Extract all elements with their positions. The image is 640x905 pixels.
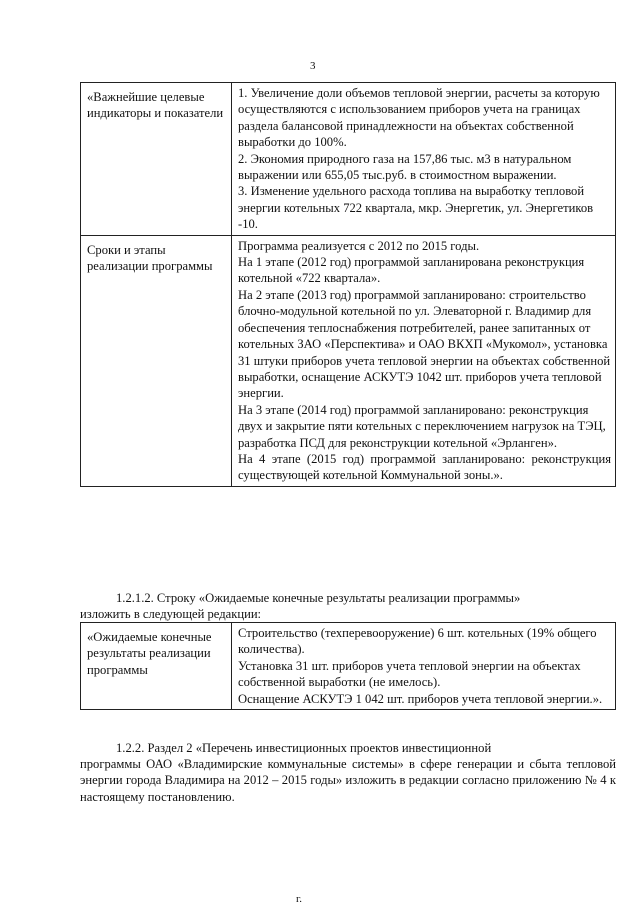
table-row-results [81, 623, 616, 710]
result-item: Оснащение АСКУТЭ 1 042 шт. приборов учета тепловой энергии.». [238, 691, 603, 706]
paragraph-1-2-1-2: 1.2.1.2. Строку «Ожидаемые конечные результаты реализации программы» [116, 591, 521, 605]
row-content-indicators [232, 83, 616, 236]
result-item: Строительство (техперевооружение) 6 шт. котельных (19% общего количества). [238, 626, 597, 657]
footer-mark: г. [296, 893, 303, 905]
program-table [80, 82, 616, 487]
row-content-stages [232, 235, 616, 486]
table-row-stages [81, 235, 616, 486]
stage-item: На 1 этапе (2012 год) программой запланирована реконструкция котельной «722 квартала». [238, 255, 585, 286]
stage-item: На 3 этапе (2014 год) программой запланировано: реконструкция двух и закрытие пяти котельных с переключением нагрузок на ТЭЦ, разработка ПСД для реконструкции котельной «Эрланген». [238, 402, 606, 450]
results-table [80, 622, 616, 710]
stage-item: На 2 этапе (2013 год) программой запланировано: строительство блочно-модульной котельной по ул. Элеваторной г. Владимир для обеспечения теплоснабжения потребителей, ранее запитанных от котельных ЗАО «Перспектива» и ОАО ВКХП «Мукомол», установка 31 штуки приборов учета тепловой энергии на объектах собственной выработки, оснащение АСКУТЭ 1042 шт. приборов учета тепловой энергии. [238, 287, 611, 401]
row-label-stages: Сроки и этапы реализации программы [81, 235, 232, 486]
table-row-indicators [81, 83, 616, 236]
page-number: 3 [310, 60, 316, 72]
row-label-indicators: «Важнейшие целевые индикаторы и показатели [81, 83, 232, 236]
paragraph-1-2-2-cont: программы ОАО «Владимирские коммунальные системы» в сфере генерации и сбыта тепловой энергии города Владимира на 2012 – 2015 годы» изложить в редакции согласно приложению № 4 к настоящему постановлению. [80, 757, 616, 804]
paragraph-1-2-2: 1.2.2. Раздел 2 «Перечень инвестиционных проектов инвестиционной [116, 741, 492, 755]
row-content-results [232, 623, 616, 710]
row-label-results: «Ожидаемые конечные результаты реализации программы [81, 623, 232, 710]
result-item: Установка 31 шт. приборов учета тепловой энергии на объектах собственной выработки (не имелось). [238, 658, 581, 690]
stage-item: Программа реализуется с 2012 по 2015 годы. [238, 238, 480, 253]
paragraph-1-2-1-2-cont: изложить в следующей редакции: [80, 607, 262, 621]
indicator-item: 2. Экономия природного газа на 157,86 тыс. м3 в натуральном выражении или 655,05 тыс.руб. в стоимостном выражении. [238, 151, 572, 183]
stage-item: На 4 этапе (2015 год) программой запланировано: реконструкция существующей котельной Коммунальной зоны.». [238, 451, 611, 483]
indicator-item: 3. Изменение удельного расхода топлива на выработку тепловой энергии котельных 722 квартала, мкр. Энергетик, ул. Энергетиков -10. [238, 184, 594, 232]
indicator-item: 1. Увеличение доли объемов тепловой энергии, расчеты за которую осуществляются с использованием приборов учета на границах раздела балансовой принадлежности на объектах собственной выработки до 100%. [238, 86, 600, 150]
